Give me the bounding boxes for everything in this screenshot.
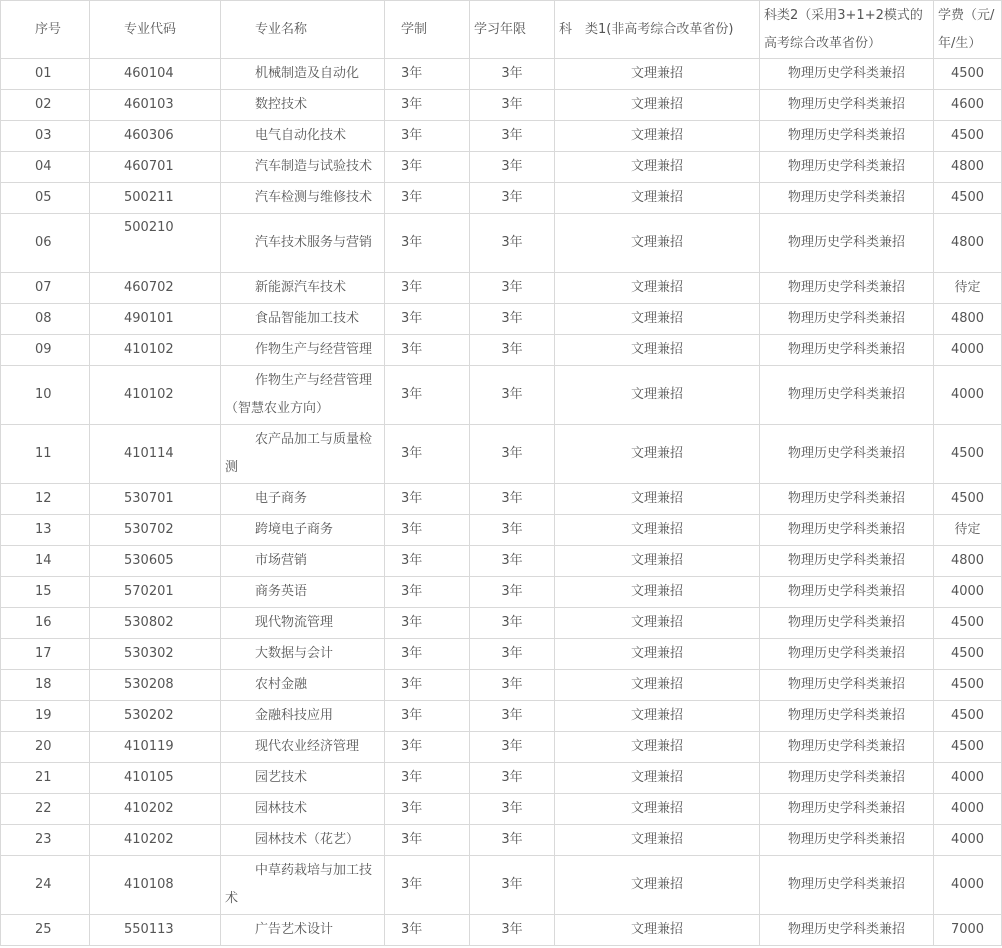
cell-code: 530802 [90,608,221,639]
cell-category1: 文理兼招 [555,484,760,515]
cell-category1: 文理兼招 [555,366,760,425]
cell-system: 3年 [385,639,470,670]
cell-name [221,59,385,90]
cell-fee: 4800 [934,304,1002,335]
cell-system: 3年 [385,90,470,121]
table-row [1,59,1002,90]
cell-code: 460104 [90,59,221,90]
cell-name [221,701,385,732]
cell-code: 460103 [90,90,221,121]
cell-category1: 文理兼招 [555,794,760,825]
cell-fee: 4800 [934,214,1002,273]
cell-category2: 物理历史学科类兼招 [760,856,934,915]
cell-fee: 4800 [934,546,1002,577]
cell-category2: 物理历史学科类兼招 [760,335,934,366]
table-row [1,152,1002,183]
cell-code: 530302 [90,639,221,670]
cell-category1: 文理兼招 [555,121,760,152]
cell-name [221,670,385,701]
cell-name [221,915,385,946]
table-row [1,670,1002,701]
header-fee: 学费（元/年/生） [934,1,1002,59]
cell-years: 3年 [470,273,555,304]
cell-fee: 待定 [934,273,1002,304]
cell-seq: 05 [1,183,90,214]
cell-code: 410119 [90,732,221,763]
cell-fee: 4500 [934,121,1002,152]
cell-seq: 15 [1,577,90,608]
cell-seq: 23 [1,825,90,856]
major-name-text: 农产品加工与质量检测 [225,432,373,475]
cell-name [221,121,385,152]
major-name-text: 农村金融 [255,677,308,692]
cell-code: 550113 [90,915,221,946]
cell-category1: 文理兼招 [555,273,760,304]
cell-name [221,484,385,515]
cell-name [221,366,385,425]
table-row [1,366,1002,425]
table-row [1,577,1002,608]
major-name-text: 食品智能加工技术 [255,311,360,326]
table-row [1,915,1002,946]
cell-category2: 物理历史学科类兼招 [760,183,934,214]
cell-fee: 4500 [934,639,1002,670]
cell-category1: 文理兼招 [555,304,760,335]
cell-years: 3年 [470,670,555,701]
cell-category1: 文理兼招 [555,763,760,794]
cell-system: 3年 [385,335,470,366]
cell-category1: 文理兼招 [555,214,760,273]
cell-years: 3年 [470,794,555,825]
cell-seq: 21 [1,763,90,794]
table-row [1,121,1002,152]
cell-category2: 物理历史学科类兼招 [760,608,934,639]
cell-system: 3年 [385,366,470,425]
cell-fee: 4000 [934,856,1002,915]
cell-years: 3年 [470,183,555,214]
cell-name [221,152,385,183]
cell-years: 3年 [470,515,555,546]
cell-category1: 文理兼招 [555,639,760,670]
cell-category1: 文理兼招 [555,915,760,946]
major-name-text: 新能源汽车技术 [255,280,347,295]
cell-category2: 物理历史学科类兼招 [760,273,934,304]
cell-code: 530701 [90,484,221,515]
cell-years: 3年 [470,214,555,273]
cell-system: 3年 [385,484,470,515]
cell-years: 3年 [470,577,555,608]
cell-seq: 02 [1,90,90,121]
cell-category1: 文理兼招 [555,425,760,484]
major-name-text: 汽车检测与维修技术 [255,190,373,205]
major-name-text: 作物生产与经营管理 [255,342,373,357]
cell-years: 3年 [470,639,555,670]
cell-category1: 文理兼招 [555,670,760,701]
cell-fee: 4600 [934,90,1002,121]
cell-code: 410114 [90,425,221,484]
cell-name [221,335,385,366]
cell-fee: 4000 [934,794,1002,825]
cell-years: 3年 [470,484,555,515]
cell-category2: 物理历史学科类兼招 [760,825,934,856]
cell-years: 3年 [470,825,555,856]
cell-seq: 11 [1,425,90,484]
table-row [1,214,1002,273]
cell-category2: 物理历史学科类兼招 [760,546,934,577]
major-name-text: 大数据与会计 [255,646,334,661]
cell-category1: 文理兼招 [555,152,760,183]
table-body [1,59,1002,946]
cell-code: 410108 [90,856,221,915]
cell-category1: 文理兼招 [555,701,760,732]
table-row [1,608,1002,639]
major-name-text: 数控技术 [255,97,308,112]
cell-fee: 4000 [934,825,1002,856]
major-name-text: 电气自动化技术 [255,128,347,143]
cell-code: 530605 [90,546,221,577]
cell-system: 3年 [385,273,470,304]
cell-name [221,546,385,577]
header-seq: 序号 [1,1,90,59]
cell-category1: 文理兼招 [555,546,760,577]
cell-seq: 06 [1,214,90,273]
cell-category1: 文理兼招 [555,515,760,546]
cell-code: 460306 [90,121,221,152]
major-name-text: 作物生产与经营管理（智慧农业方向） [225,373,373,416]
major-name-text: 园林技术 [255,801,308,816]
cell-category1: 文理兼招 [555,608,760,639]
cell-name [221,639,385,670]
cell-seq: 24 [1,856,90,915]
cell-years: 3年 [470,304,555,335]
cell-name [221,425,385,484]
cell-seq: 17 [1,639,90,670]
cell-years: 3年 [470,90,555,121]
cell-seq: 12 [1,484,90,515]
major-name-text: 跨境电子商务 [255,522,334,537]
cell-category1: 文理兼招 [555,335,760,366]
cell-fee: 4500 [934,732,1002,763]
cell-category2: 物理历史学科类兼招 [760,515,934,546]
cell-system: 3年 [385,183,470,214]
cell-code: 410202 [90,825,221,856]
cell-years: 3年 [470,915,555,946]
cell-name [221,732,385,763]
cell-category2: 物理历史学科类兼招 [760,121,934,152]
cell-category2: 物理历史学科类兼招 [760,425,934,484]
cell-years: 3年 [470,701,555,732]
cell-code: 410102 [90,335,221,366]
major-name-text: 广告艺术设计 [255,922,334,937]
cell-fee: 4500 [934,183,1002,214]
cell-code: 410102 [90,366,221,425]
cell-name [221,763,385,794]
cell-system: 3年 [385,608,470,639]
cell-code: 410202 [90,794,221,825]
cell-fee: 4500 [934,701,1002,732]
cell-name [221,856,385,915]
cell-fee: 4000 [934,763,1002,794]
cell-code: 410105 [90,763,221,794]
cell-fee: 4800 [934,152,1002,183]
cell-name [221,90,385,121]
cell-system: 3年 [385,546,470,577]
major-name-text: 现代物流管理 [255,615,334,630]
cell-seq: 18 [1,670,90,701]
major-name-text: 园艺技术 [255,770,308,785]
cell-code: 530702 [90,515,221,546]
cell-years: 3年 [470,366,555,425]
cell-fee: 4500 [934,608,1002,639]
major-name-text: 电子商务 [255,491,308,506]
cell-years: 3年 [470,121,555,152]
header-category2: 科类2（采用3+1+2模式的高考综合改革省份） [760,1,934,59]
cell-category2: 物理历史学科类兼招 [760,794,934,825]
cell-system: 3年 [385,577,470,608]
cell-name [221,825,385,856]
cell-years: 3年 [470,856,555,915]
table-row [1,335,1002,366]
cell-category2: 物理历史学科类兼招 [760,90,934,121]
cell-seq: 10 [1,366,90,425]
cell-system: 3年 [385,515,470,546]
cell-seq: 04 [1,152,90,183]
table-row [1,546,1002,577]
table-row [1,856,1002,915]
cell-category1: 文理兼招 [555,183,760,214]
cell-years: 3年 [470,546,555,577]
header-system: 学制 [385,1,470,59]
cell-category2: 物理历史学科类兼招 [760,214,934,273]
table-row [1,90,1002,121]
cell-fee: 4500 [934,59,1002,90]
table-row [1,484,1002,515]
cell-system: 3年 [385,304,470,335]
cell-category2: 物理历史学科类兼招 [760,701,934,732]
cell-category1: 文理兼招 [555,577,760,608]
cell-fee: 7000 [934,915,1002,946]
cell-name [221,304,385,335]
cell-category2: 物理历史学科类兼招 [760,577,934,608]
cell-category1: 文理兼招 [555,90,760,121]
table-row [1,825,1002,856]
major-name-text: 现代农业经济管理 [255,739,360,754]
cell-seq: 25 [1,915,90,946]
cell-seq: 07 [1,273,90,304]
cell-system: 3年 [385,425,470,484]
cell-category2: 物理历史学科类兼招 [760,639,934,670]
table-row [1,425,1002,484]
table-row [1,763,1002,794]
cell-code: 460701 [90,152,221,183]
cell-seq: 20 [1,732,90,763]
cell-system: 3年 [385,763,470,794]
cell-code: 570201 [90,577,221,608]
header-years: 学习年限 [470,1,555,59]
major-name-text: 园林技术（花艺） [255,832,360,847]
major-name-text: 商务英语 [255,584,308,599]
cell-seq: 16 [1,608,90,639]
cell-system: 3年 [385,856,470,915]
cell-seq: 08 [1,304,90,335]
major-name-text: 中草药栽培与加工技术 [225,863,373,906]
cell-code: 530208 [90,670,221,701]
cell-category1: 文理兼招 [555,732,760,763]
cell-seq: 14 [1,546,90,577]
cell-category2: 物理历史学科类兼招 [760,670,934,701]
cell-seq: 22 [1,794,90,825]
cell-category2: 物理历史学科类兼招 [760,484,934,515]
table-row [1,701,1002,732]
cell-name [221,608,385,639]
cell-category1: 文理兼招 [555,825,760,856]
cell-fee: 4000 [934,366,1002,425]
cell-system: 3年 [385,59,470,90]
cell-system: 3年 [385,825,470,856]
cell-fee: 4000 [934,577,1002,608]
cell-name [221,273,385,304]
cell-name [221,214,385,273]
cell-category2: 物理历史学科类兼招 [760,304,934,335]
cell-years: 3年 [470,425,555,484]
cell-system: 3年 [385,121,470,152]
cell-code: 530202 [90,701,221,732]
cell-system: 3年 [385,732,470,763]
cell-seq: 03 [1,121,90,152]
cell-seq: 01 [1,59,90,90]
cell-code: 500211 [90,183,221,214]
cell-years: 3年 [470,732,555,763]
cell-seq: 09 [1,335,90,366]
major-name-text: 汽车技术服务与营销 [255,235,373,250]
table-row [1,183,1002,214]
cell-years: 3年 [470,59,555,90]
cell-fee: 4500 [934,484,1002,515]
cell-system: 3年 [385,670,470,701]
cell-category2: 物理历史学科类兼招 [760,732,934,763]
table-row [1,639,1002,670]
cell-name [221,183,385,214]
cell-fee: 4500 [934,425,1002,484]
cell-category1: 文理兼招 [555,59,760,90]
cell-category1: 文理兼招 [555,856,760,915]
cell-system: 3年 [385,152,470,183]
header-code: 专业代码 [90,1,221,59]
cell-system: 3年 [385,214,470,273]
cell-fee: 4000 [934,335,1002,366]
cell-system: 3年 [385,701,470,732]
header-category1: 科 类1(非高考综合改革省份) [555,1,760,59]
cell-fee: 待定 [934,515,1002,546]
cell-years: 3年 [470,152,555,183]
major-name-text: 金融科技应用 [255,708,334,723]
cell-system: 3年 [385,794,470,825]
major-name-text: 机械制造及自动化 [255,66,360,81]
table-row [1,304,1002,335]
cell-category2: 物理历史学科类兼招 [760,366,934,425]
cell-code: 490101 [90,304,221,335]
cell-category2: 物理历史学科类兼招 [760,763,934,794]
cell-name [221,794,385,825]
table-row [1,732,1002,763]
header-name: 专业名称 [221,1,385,59]
cell-name [221,577,385,608]
cell-years: 3年 [470,335,555,366]
cell-seq: 19 [1,701,90,732]
cell-category2: 物理历史学科类兼招 [760,152,934,183]
cell-name [221,515,385,546]
cell-category2: 物理历史学科类兼招 [760,915,934,946]
cell-fee: 4500 [934,670,1002,701]
cell-code: 500210 [90,214,221,273]
table-row [1,515,1002,546]
cell-code: 460702 [90,273,221,304]
cell-years: 3年 [470,608,555,639]
major-name-text: 市场营销 [255,553,308,568]
cell-years: 3年 [470,763,555,794]
cell-system: 3年 [385,915,470,946]
table-row [1,794,1002,825]
cell-seq: 13 [1,515,90,546]
table-row [1,273,1002,304]
major-name-text: 汽车制造与试验技术 [255,159,373,174]
header-row [1,1,1002,59]
cell-category2: 物理历史学科类兼招 [760,59,934,90]
